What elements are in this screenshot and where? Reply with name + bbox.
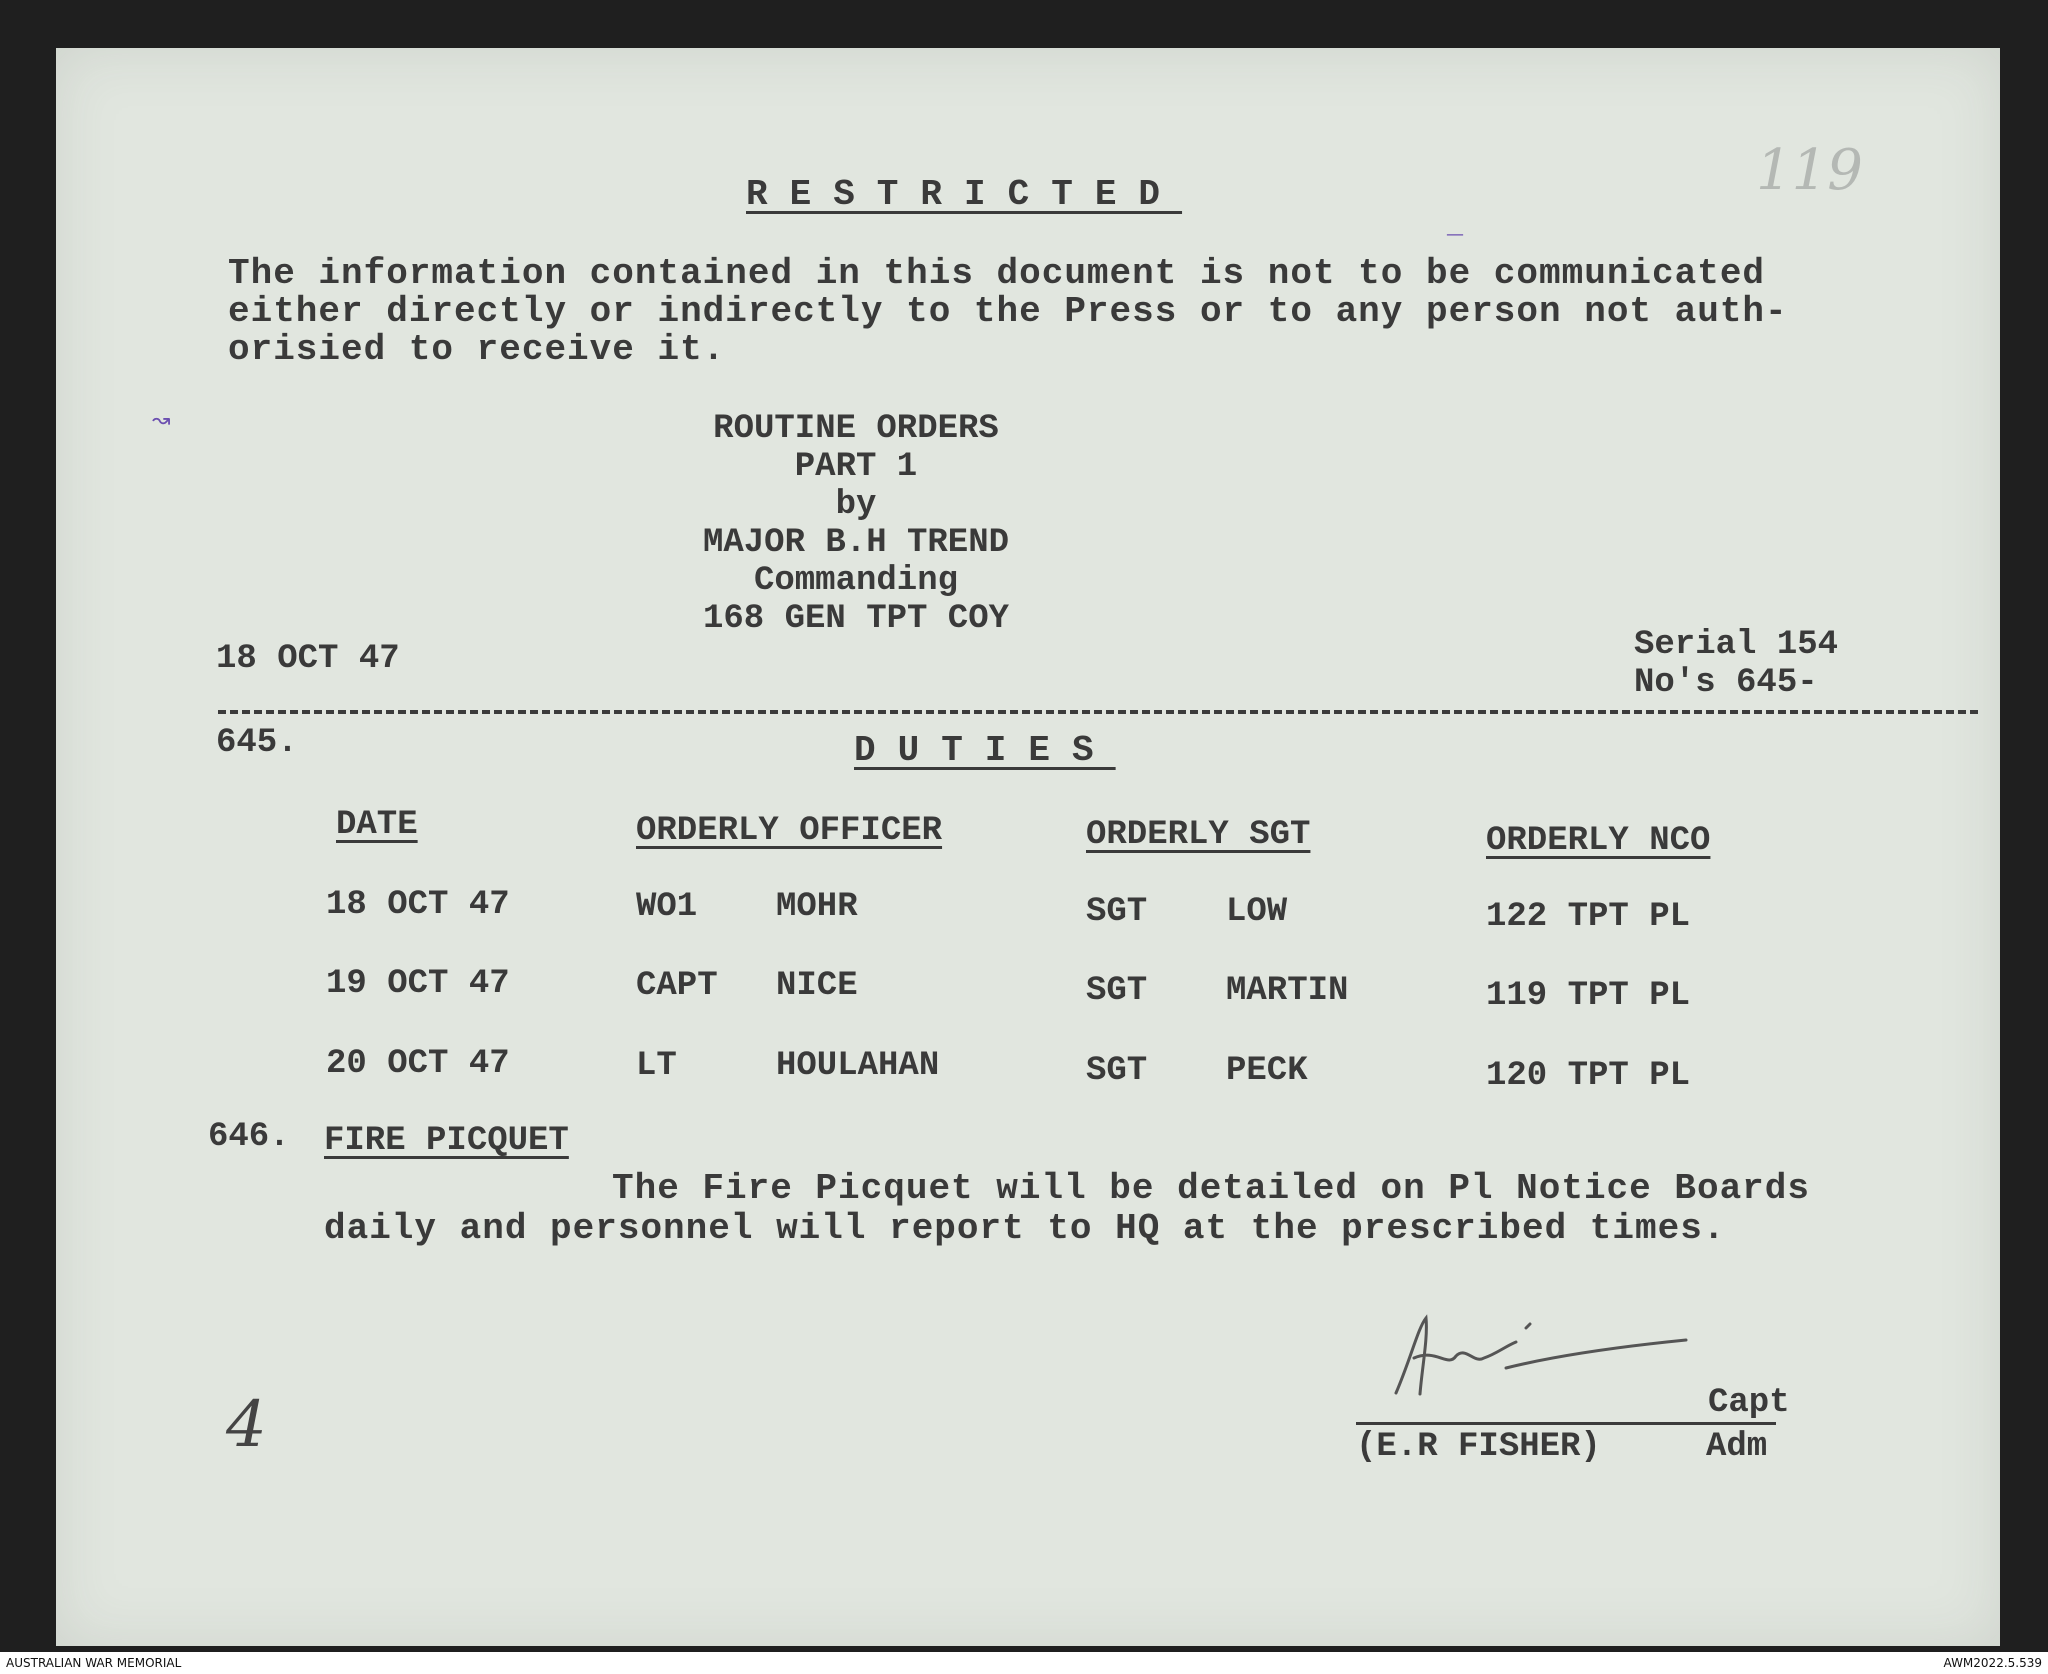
nco-unit: 120 TPT PL (1486, 1057, 1691, 1095)
separator-line (218, 710, 1978, 714)
column-header-orderly-nco: ORDERLY NCO (1486, 822, 1711, 860)
signature-rank: Capt (1708, 1384, 1790, 1422)
ink-mark: — (1446, 224, 1464, 245)
item-number: 646. (208, 1118, 290, 1156)
signature-role: Adm (1706, 1428, 1768, 1466)
title-line: 168 GEN TPT COY (702, 600, 1010, 638)
signature-rule (1356, 1422, 1776, 1425)
officer-name: MOHR (776, 888, 858, 926)
serial-number: Serial 154 (1634, 626, 1839, 664)
archive-caption-right: AWM2022.5.539 (1943, 1656, 2042, 1670)
title-line: ROUTINE ORDERS (713, 410, 999, 448)
nco-unit: 119 TPT PL (1486, 977, 1691, 1015)
title-line: PART 1 (794, 448, 918, 486)
notice-line: The information contained in this document is not to be communicated (228, 253, 1766, 294)
restricted-heading: RESTRICTED (746, 174, 1183, 215)
order-date: 18 OCT 47 (216, 640, 400, 678)
nco-unit: 122 TPT PL (1486, 898, 1691, 936)
fire-picquet-text: The Fire Picquet will be detailed on Pl Notice Boards (612, 1168, 1810, 1209)
officer-name: HOULAHAN (776, 1047, 940, 1085)
document-page (56, 48, 2000, 1646)
duty-date: 18 OCT 47 (326, 886, 510, 924)
officer-rank: WO1 (636, 888, 698, 926)
fire-picquet-text: daily and personnel will report to HQ at the prescribed times. (324, 1208, 1726, 1249)
title-line: MAJOR B.H TREND (702, 524, 1010, 562)
section-heading-duties: DUTIES (854, 730, 1116, 771)
notice-line: orisied to receive it. (228, 329, 726, 370)
notice-line: either directly or indirectly to the Press or to any person not auth- (228, 291, 1788, 332)
ink-mark: ↝ (152, 408, 171, 433)
section-heading-fire-picquet: FIRE PICQUET (324, 1122, 569, 1160)
column-header-orderly-sgt: ORDERLY SGT (1086, 816, 1311, 854)
officer-name: NICE (776, 967, 858, 1005)
sgt-name: PECK (1226, 1052, 1308, 1090)
column-header-orderly-officer: ORDERLY OFFICER (636, 812, 943, 850)
duty-date: 20 OCT 47 (326, 1045, 510, 1083)
sgt-rank: SGT (1086, 893, 1148, 931)
title-line: Commanding (753, 562, 959, 600)
item-number: 645. (216, 724, 298, 762)
sgt-rank: SGT (1086, 1052, 1148, 1090)
sgt-name: LOW (1226, 893, 1288, 931)
officer-rank: LT (636, 1047, 677, 1085)
column-header-date: DATE (336, 806, 418, 844)
signature-name: (E.R FISHER) (1356, 1428, 1601, 1466)
handwritten-signature (1356, 1298, 1716, 1418)
archive-caption-left: AUSTRALIAN WAR MEMORIAL (6, 1656, 182, 1670)
title-line: by (835, 486, 877, 524)
margin-handwritten-mark: 4 (226, 1388, 267, 1462)
order-numbers: No's 645- (1634, 664, 1818, 702)
page-number-annotation: 119 (1756, 138, 1863, 203)
sgt-rank: SGT (1086, 972, 1148, 1010)
duty-date: 19 OCT 47 (326, 965, 510, 1003)
archive-caption-strip (0, 1652, 2048, 1674)
sgt-name: MARTIN (1226, 972, 1349, 1010)
officer-rank: CAPT (636, 967, 718, 1005)
